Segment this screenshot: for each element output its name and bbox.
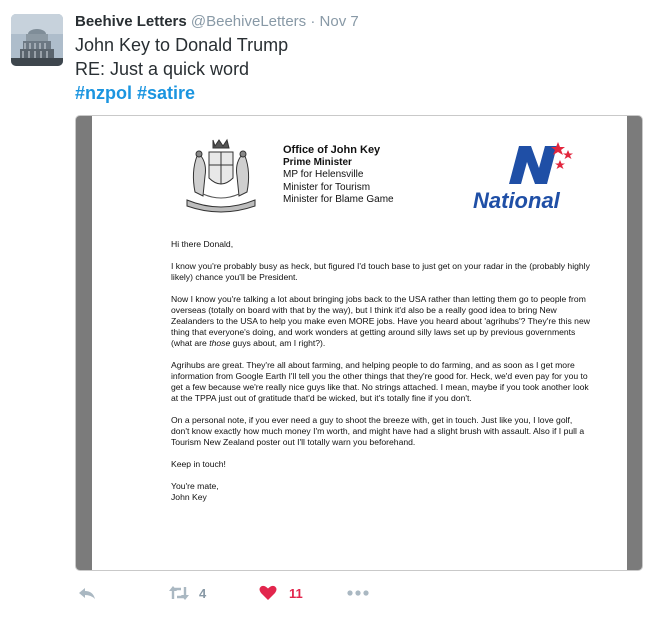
separator: · — [310, 13, 316, 30]
avatar[interactable] — [11, 14, 63, 66]
letter-closing: Keep in touch! — [171, 459, 226, 469]
coat-of-arms-icon — [177, 136, 265, 216]
like-count: 11 — [289, 585, 303, 601]
retweet-count: 4 — [199, 585, 207, 601]
reply-icon — [77, 585, 97, 603]
reply-button[interactable] — [77, 585, 97, 603]
tweet-timestamp[interactable]: Nov 7 — [319, 13, 359, 30]
office-role: Prime Minister — [283, 156, 352, 168]
retweet-button[interactable] — [168, 585, 206, 601]
letter-body — [171, 239, 591, 503]
more-icon — [347, 589, 369, 597]
media-image[interactable] — [75, 115, 643, 571]
office-title: Office of John Key — [283, 144, 381, 156]
letter-signature: John Key — [171, 492, 207, 502]
letter-page — [92, 116, 627, 571]
national-n-icon — [467, 134, 587, 190]
letterhead — [283, 144, 394, 207]
letter-text: guys about, am I right?). — [230, 338, 326, 348]
office-detail: Minister for Tourism — [283, 181, 371, 193]
tweet-actions — [0, 583, 651, 607]
letter-signoff: You're mate, — [171, 481, 219, 491]
office-detail: Minister for Blame Game — [283, 194, 394, 205]
like-button[interactable] — [259, 585, 303, 601]
hashtag-row — [75, 81, 288, 105]
letter-paragraph: Agrihubs are great. They're all about farming, and helping people to do farming, and as soon as I get more information from Google Earth I'll tell you the other things that they're good for. Heck, we'd even pay for you to get a few because we're really nice guys like that. No strings attached. I mean, maybe if you took another look at the TPPA just out of gratitude that'd be wicked, but it's totally fine if you don't. — [171, 360, 589, 403]
hashtag-nzpol[interactable]: #nzpol — [75, 83, 132, 103]
letter-greeting: Hi there Donald, — [171, 239, 234, 249]
tweet-header — [75, 12, 359, 32]
letter-text: Now I know you're talking a lot about bringing jobs back to the USA rather than letting them go to people from overseas (totally on board with that by the way), but I think it'd also be a really good idea to bring New Zealanders to the USA to help you make even MORE jobs. Have you heard about 'agrihubs'? They're this new thing that everyone's doing, and work wonders at getting around silly laws set up by previous governments (what are — [171, 294, 590, 348]
tweet-line-1: John Key to Donald Trump — [75, 35, 289, 55]
tweet-text — [75, 33, 288, 105]
user-handle[interactable]: @BeehiveLetters — [190, 13, 307, 30]
tweet-line-2: RE: Just a quick word — [75, 59, 250, 79]
beehive-building-image — [11, 14, 63, 66]
party-name: National — [473, 188, 560, 213]
retweet-icon — [168, 585, 190, 601]
office-detail: MP for Helensville — [283, 169, 364, 180]
hashtag-satire[interactable]: #satire — [137, 83, 196, 103]
heart-icon — [259, 585, 277, 601]
letter-paragraph: I know you're probably busy as heck, but figured I'd touch base to just get on your radar in the (probably highly likely) chance you'll be President. — [171, 261, 590, 282]
letter-paragraph: On a personal note, if you ever need a guy to shoot the breeze with, get in touch. Just like you, I love golf, don't know exactly how much money I'm worth, and might have had a slight brush with assault. Also if I pull a Tourism New Zealand poster out I'll totally warn you beforehand. — [171, 415, 585, 447]
letter-paragraph — [171, 294, 591, 349]
national-party-logo — [467, 134, 587, 216]
letter-emphasis: those — [209, 338, 231, 348]
more-options-button[interactable] — [347, 589, 369, 597]
display-name[interactable]: Beehive Letters — [75, 13, 187, 30]
